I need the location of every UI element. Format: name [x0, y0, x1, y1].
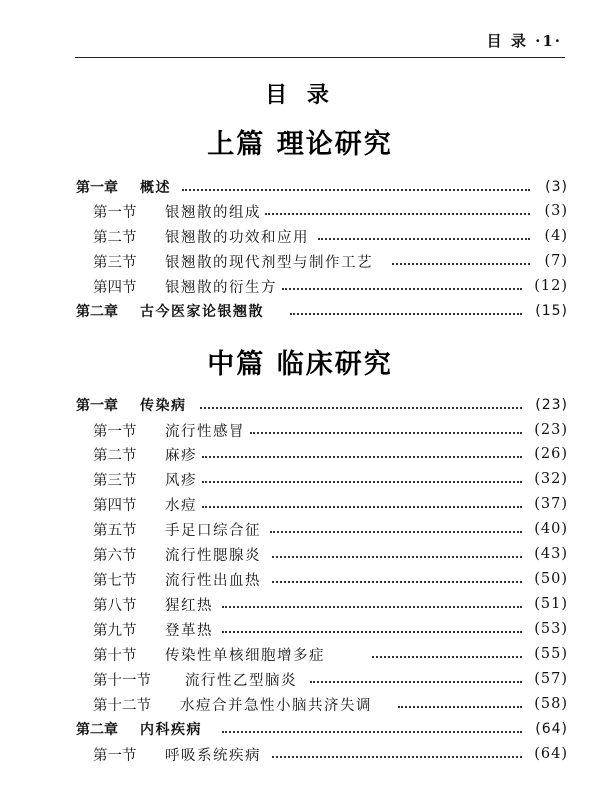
- entry-page: (57): [534, 671, 568, 687]
- entry-number: 第一章: [76, 180, 118, 196]
- entry-page: (58): [534, 696, 568, 712]
- toc-section[interactable]: [0, 542, 600, 566]
- entry-title: 流行性乙型脑炎: [185, 672, 297, 689]
- dot-leader: [272, 756, 522, 758]
- toc-section[interactable]: [0, 592, 600, 616]
- toc-section[interactable]: [0, 517, 600, 541]
- dot-leader: [202, 481, 522, 483]
- entry-page: (51): [534, 596, 568, 612]
- entry-page: (12): [534, 278, 568, 294]
- entry-number: 第一章: [76, 398, 118, 414]
- entry-page: (23): [535, 397, 568, 413]
- entry-number: 第四节: [93, 497, 137, 514]
- entry-title: 概述: [140, 180, 171, 196]
- toc-section[interactable]: [0, 642, 600, 666]
- entry-title: 水痘合并急性小脑共济失调: [180, 697, 372, 714]
- entry-page: (15): [535, 303, 568, 319]
- toc-chapter[interactable]: [0, 299, 600, 323]
- dot-leader: [222, 731, 522, 733]
- entry-number: 第三节: [93, 254, 137, 271]
- entry-page: (43): [534, 546, 568, 562]
- entry-title: 呼吸系统疾病: [165, 747, 261, 764]
- toc-chapter[interactable]: [0, 717, 600, 741]
- entry-page: (64): [535, 721, 568, 737]
- entry-title: 水痘: [165, 497, 197, 514]
- dot-leader: [200, 407, 522, 409]
- dot-leader: [372, 656, 522, 658]
- entry-title: 传染病: [140, 398, 187, 414]
- entry-page: (37): [534, 496, 568, 512]
- entry-number: 第一节: [93, 423, 137, 440]
- toc-section[interactable]: [0, 442, 600, 466]
- entry-title: 风疹: [165, 472, 197, 489]
- dot-leader: [272, 556, 522, 558]
- entry-page: (3): [544, 203, 568, 219]
- entry-title: 手足口综合征: [165, 522, 261, 539]
- entry-page: (50): [534, 571, 568, 587]
- entry-title: 流行性腮腺炎: [165, 547, 261, 564]
- entry-title: 流行性感冒: [165, 423, 245, 440]
- dot-leader: [318, 238, 530, 240]
- dot-leader: [310, 681, 522, 683]
- entry-number: 第十一节: [93, 672, 151, 689]
- dot-leader: [202, 506, 522, 508]
- dot-leader: [398, 706, 522, 708]
- entry-number: 第二节: [93, 447, 137, 464]
- entry-number: 第六节: [93, 547, 137, 564]
- entry-title: 银翘散的组成: [165, 204, 261, 221]
- entry-page: (64): [534, 746, 568, 762]
- part-title-clinical: 中篇 临床研究: [207, 349, 393, 380]
- toc-section[interactable]: [0, 199, 600, 223]
- dot-leader: [282, 288, 522, 290]
- dot-leader: [270, 531, 522, 533]
- dot-leader: [392, 263, 530, 265]
- entry-page: (32): [534, 471, 568, 487]
- toc-section[interactable]: [0, 418, 600, 442]
- entry-title: 猩红热: [165, 597, 213, 614]
- toc-chapter[interactable]: [0, 175, 600, 199]
- entry-number: 第一节: [93, 747, 137, 764]
- dot-leader: [265, 213, 530, 215]
- entry-title: 银翘散的衍生方: [165, 279, 277, 296]
- entry-number: 第七节: [93, 572, 137, 589]
- entry-title: 银翘散的功效和应用: [165, 229, 309, 246]
- entry-title: 流行性出血热: [165, 572, 261, 589]
- entry-number: 第十节: [93, 647, 137, 664]
- toc-chapter[interactable]: [0, 393, 600, 417]
- entry-number: 第五节: [93, 522, 137, 539]
- toc-section[interactable]: [0, 492, 600, 516]
- entry-title: 内科疾病: [140, 722, 202, 738]
- entry-title: 银翘散的现代剂型与制作工艺: [165, 254, 373, 271]
- entry-page: (53): [534, 621, 568, 637]
- dot-leader: [272, 581, 522, 583]
- part-title-theory: 上篇 理论研究: [207, 129, 393, 160]
- entry-page: (7): [544, 253, 568, 269]
- toc-section[interactable]: [0, 617, 600, 641]
- entry-number: 第一节: [93, 204, 137, 221]
- toc-section[interactable]: [0, 224, 600, 248]
- entry-number: 第九节: [93, 622, 137, 639]
- entry-number: 第十二节: [93, 697, 151, 714]
- entry-number: 第二章: [76, 304, 118, 320]
- dot-leader: [290, 313, 522, 315]
- entry-page: (55): [534, 646, 568, 662]
- entry-number: 第二节: [93, 229, 137, 246]
- page-header: 目 录 ·1·: [486, 32, 562, 50]
- entry-page: (4): [544, 228, 568, 244]
- dot-leader: [250, 432, 522, 434]
- entry-number: 第八节: [93, 597, 137, 614]
- header-rule: [75, 57, 565, 58]
- entry-title: 登革热: [165, 622, 213, 639]
- toc-section[interactable]: [0, 467, 600, 491]
- toc-title: 目 录: [265, 82, 335, 108]
- entry-page: (23): [534, 422, 568, 438]
- dot-leader: [222, 606, 522, 608]
- entry-page: (40): [534, 521, 568, 537]
- toc-section[interactable]: [0, 567, 600, 591]
- entry-number: 第四节: [93, 279, 137, 296]
- dot-leader: [202, 456, 522, 458]
- toc-section[interactable]: [0, 742, 600, 766]
- entry-number: 第二章: [76, 722, 118, 738]
- entry-title: 麻疹: [165, 447, 197, 464]
- dot-leader: [222, 631, 522, 633]
- toc-section[interactable]: [0, 249, 600, 273]
- toc-section[interactable]: [0, 274, 600, 298]
- dot-leader: [182, 189, 530, 191]
- entry-title: 传染性单核细胞增多症: [165, 647, 325, 664]
- toc-section[interactable]: [0, 692, 600, 716]
- entry-page: (26): [534, 446, 568, 462]
- toc-section[interactable]: [0, 667, 600, 691]
- entry-number: 第三节: [93, 472, 137, 489]
- entry-page: (3): [545, 179, 568, 195]
- entry-title: 古今医家论银翘散: [140, 304, 264, 320]
